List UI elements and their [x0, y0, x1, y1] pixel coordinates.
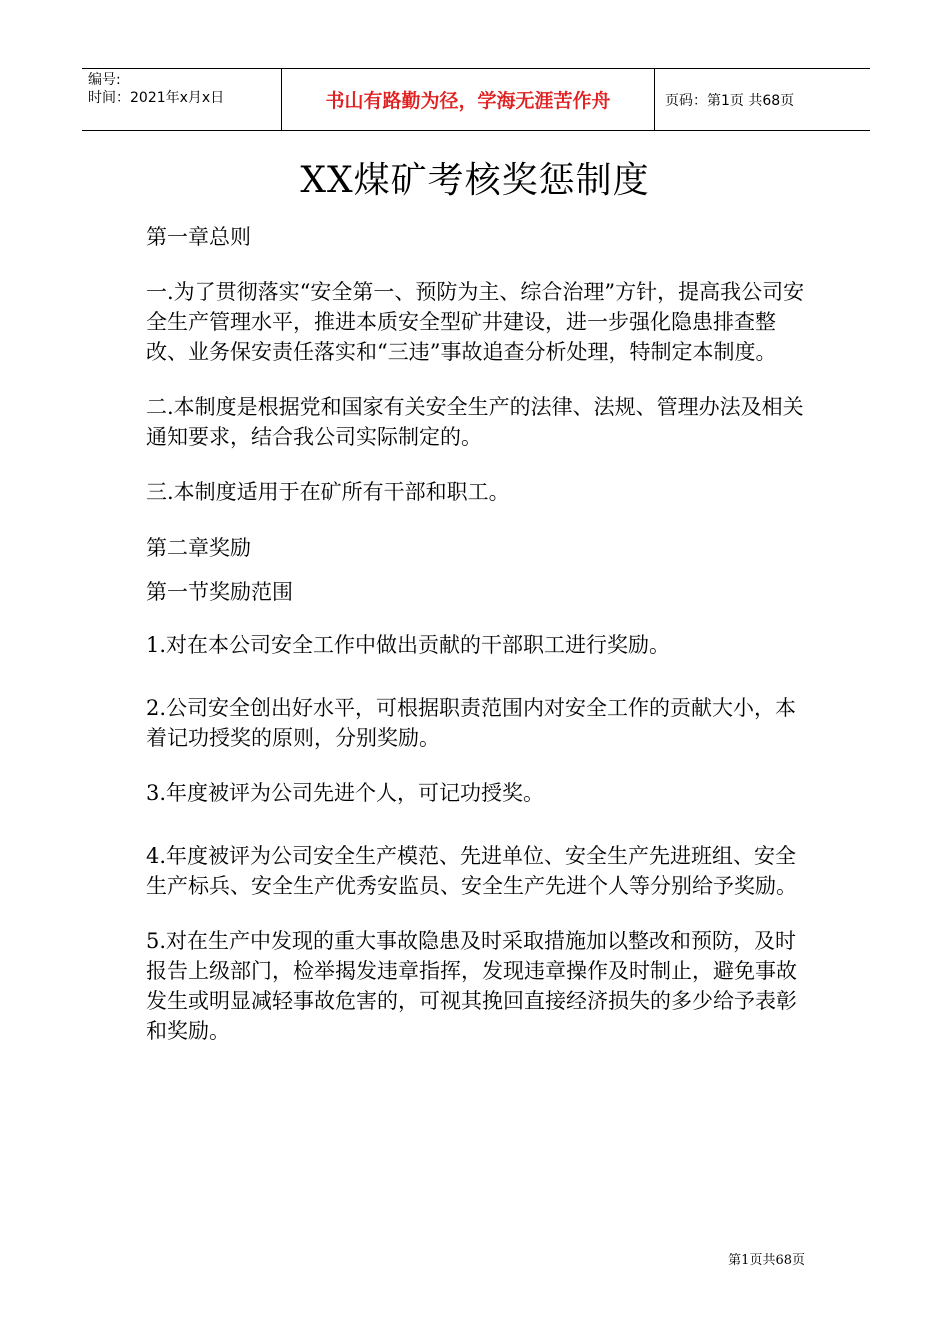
number-label: 编号: [88, 72, 121, 88]
list-item: 2.公司安全创出好水平，可根据职责范围内对安全工作的贡献大小，本着记功授奖的原则，分别奖励。 [146, 696, 797, 750]
list-item: 1.对在本公司安全工作中做出贡献的干部职工进行奖励。 [146, 633, 671, 657]
chapter-heading: 第二章奖励 [146, 536, 251, 560]
header-motto: 书山有路勤为径，学海无涯苦作舟 [282, 69, 655, 130]
header-meta [82, 69, 282, 130]
document-body [146, 222, 810, 1046]
list-item: 3.年度被评为公司先进个人，可记功授奖。 [146, 781, 545, 805]
list-item: 4.年度被评为公司安全生产模范、先进单位、安全生产先进班组、安全生产标兵、安全生产优秀安监员、安全生产先进个人等分别给予奖励。 [146, 844, 797, 898]
paragraph: 一.为了贯彻落实“安全第一、预防为主、综合治理”方针，提高我公司安全生产管理水平，推进本质安全型矿井建设，进一步强化隐患排查整改、业务保安责任落实和“三违”事故追查分析处理，特制定本制度。 [146, 280, 805, 364]
section-heading: 第一节奖励范围 [146, 580, 293, 604]
page-footer: 第1页共68页 [728, 1253, 805, 1268]
paragraph: 三.本制度适用于在矿所有干部和职工。 [146, 480, 510, 504]
header-page-info: 页码：第1页 共68页 [665, 92, 795, 109]
paragraph: 二.本制度是根据党和国家有关安全生产的法律、法规、管理办法及相关通知要求，结合我公司实际制定的。 [146, 395, 804, 449]
list-item: 5.对在生产中发现的重大事故隐患及时采取措施加以整改和预防，及时报告上级部门，检举揭发违章指挥，发现违章操作及时制止，避免事故发生或明显减轻事故危害的，可视其挽回直接经济损失的多少给予表彰和奖励。 [146, 929, 797, 1043]
document-header [82, 68, 870, 131]
chapter-heading: 第一章总则 [146, 225, 251, 249]
time-label: 时间：2021年x月x日 [88, 90, 225, 106]
document-title: XX煤矿考核奖惩制度 [300, 160, 650, 201]
